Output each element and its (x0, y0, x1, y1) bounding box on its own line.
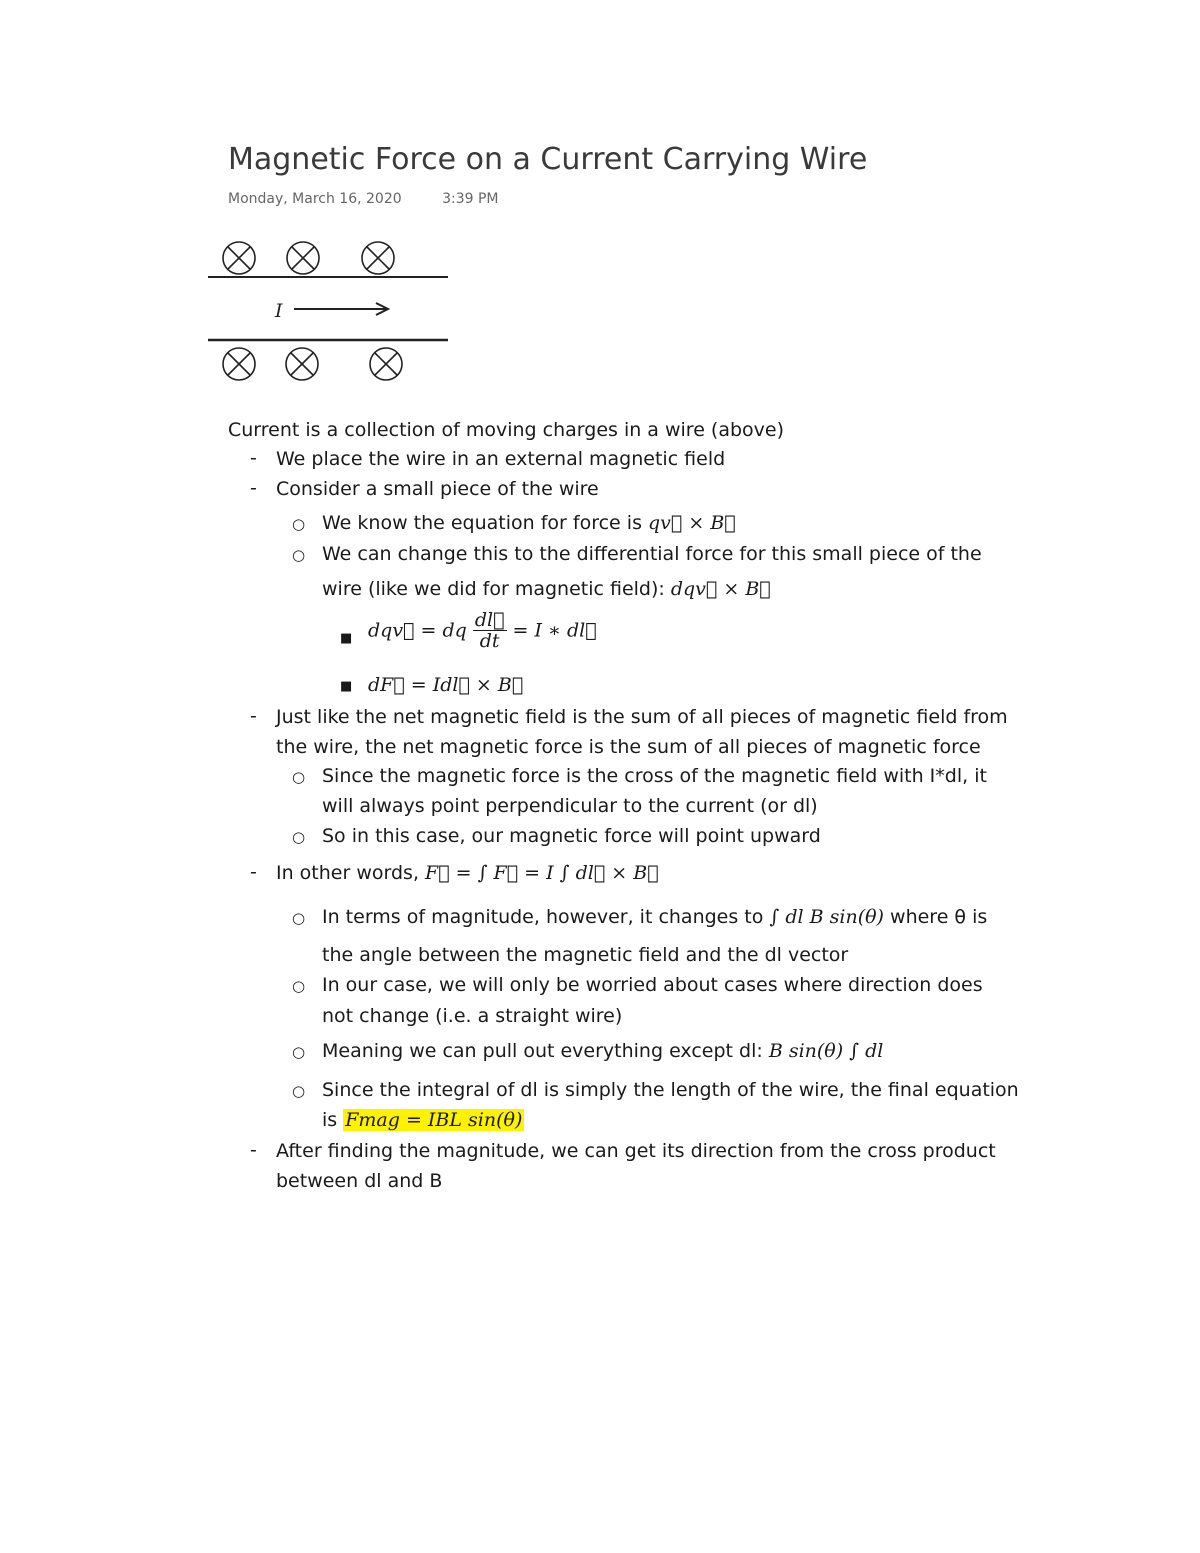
bullet-b4-3 (322, 1038, 883, 1064)
square-bullet: ■ (340, 631, 353, 646)
dash-bullet: - (250, 1139, 257, 1161)
wire-diagram (200, 232, 460, 392)
text: Meaning we can pull out everything except dl: (322, 1040, 769, 1062)
bullet-b2-1 (322, 510, 736, 536)
intro-line: Current is a collection of moving charges in a wire (above) (228, 419, 785, 441)
dash-bullet: - (250, 705, 257, 727)
bullet-b2: Consider a small piece of the wire (276, 478, 599, 500)
text: is (322, 1109, 344, 1131)
circle-bullet: ○ (292, 546, 306, 564)
equation: B sin(θ) ∫ dl (768, 1040, 884, 1062)
fraction-denominator: dt (479, 630, 500, 652)
bullet-b2-2-1 (368, 610, 597, 651)
dash-bullet: - (250, 477, 257, 499)
bullet-b4 (276, 860, 659, 886)
circle-bullet: ○ (292, 768, 306, 786)
field-into-page-icon (223, 348, 255, 380)
bullet-b4-2b: not change (i.e. a straight wire) (322, 1005, 623, 1027)
circle-bullet: ○ (292, 1043, 306, 1061)
highlighted-equation: Fmag = IBL sin(θ) (345, 1109, 523, 1131)
text: wire (like we did for magnetic field): (322, 578, 671, 600)
field-into-page-icon (370, 348, 402, 380)
field-into-page-icon (223, 242, 255, 274)
dash-bullet: - (250, 447, 257, 469)
equation-rhs: = I ∗ dl⃗ (512, 619, 597, 642)
circle-bullet: ○ (292, 828, 306, 846)
text: where θ is (883, 906, 988, 928)
field-into-page-icon (287, 242, 319, 274)
bullet-b2-2b (322, 576, 771, 602)
bullet-b5a: After finding the magnitude, we can get its direction from the cross product (276, 1140, 996, 1162)
circle-bullet: ○ (292, 977, 306, 995)
bullet-b1: We place the wire in an external magnetic field (276, 448, 726, 470)
text: In other words, (276, 862, 426, 884)
text: We know the equation for force is (322, 512, 649, 534)
fraction-numerator: dl⃗ (474, 609, 505, 631)
equation: qv⃗ × B⃗ (648, 512, 736, 534)
page-title: Magnetic Force on a Current Carrying Wire (228, 142, 868, 177)
bullet-b4-2a: In our case, we will only be worried about cases where direction does (322, 974, 983, 996)
bullet-b4-4a: Since the integral of dl is simply the length of the wire, the final equation (322, 1079, 1019, 1101)
bullet-b3-2: So in this case, our magnetic force will point upward (322, 825, 821, 847)
page-time: 3:39 PM (442, 191, 499, 207)
equation-lhs: dqv⃗ = dq (368, 619, 467, 642)
equation: F⃗ = ∫ F⃗ = I ∫ dl⃗ × B⃗ (425, 862, 659, 884)
square-bullet: ■ (340, 679, 353, 694)
text: In terms of magnitude, however, it changes to (322, 906, 770, 928)
equation: ∫ dl B sin(θ) (769, 906, 884, 928)
dash-bullet: - (250, 861, 257, 883)
bullet-b3a: Just like the net magnetic field is the sum of all pieces of magnetic field from (276, 706, 1008, 728)
page-date: Monday, March 16, 2020 (228, 191, 402, 207)
bullet-b2-2-2: dF⃗ = Idl⃗ × B⃗ (368, 674, 524, 696)
fraction (473, 610, 507, 651)
bullet-b3b: the wire, the net magnetic force is the sum of all pieces of magnetic force (276, 736, 981, 758)
bullet-b4-4b (322, 1107, 524, 1133)
circle-bullet: ○ (292, 909, 306, 927)
bullet-b2-2a: We can change this to the differential force for this small piece of the (322, 543, 982, 565)
field-into-page-icon (362, 242, 394, 274)
page-meta (228, 191, 499, 207)
equation: dqv⃗ × B⃗ (670, 578, 771, 600)
bullet-b5b: between dl and B (276, 1170, 443, 1192)
bullet-b3-1a: Since the magnetic force is the cross of the magnetic field with I*dl, it (322, 765, 987, 787)
current-label: I (275, 300, 283, 322)
field-into-page-icon (286, 348, 318, 380)
circle-bullet: ○ (292, 515, 306, 533)
circle-bullet: ○ (292, 1082, 306, 1100)
bullet-b4-1a (322, 904, 987, 930)
bullet-b4-1b: the angle between the magnetic field and the dl vector (322, 944, 849, 966)
bullet-b3-1b: will always point perpendicular to the current (or dl) (322, 795, 818, 817)
